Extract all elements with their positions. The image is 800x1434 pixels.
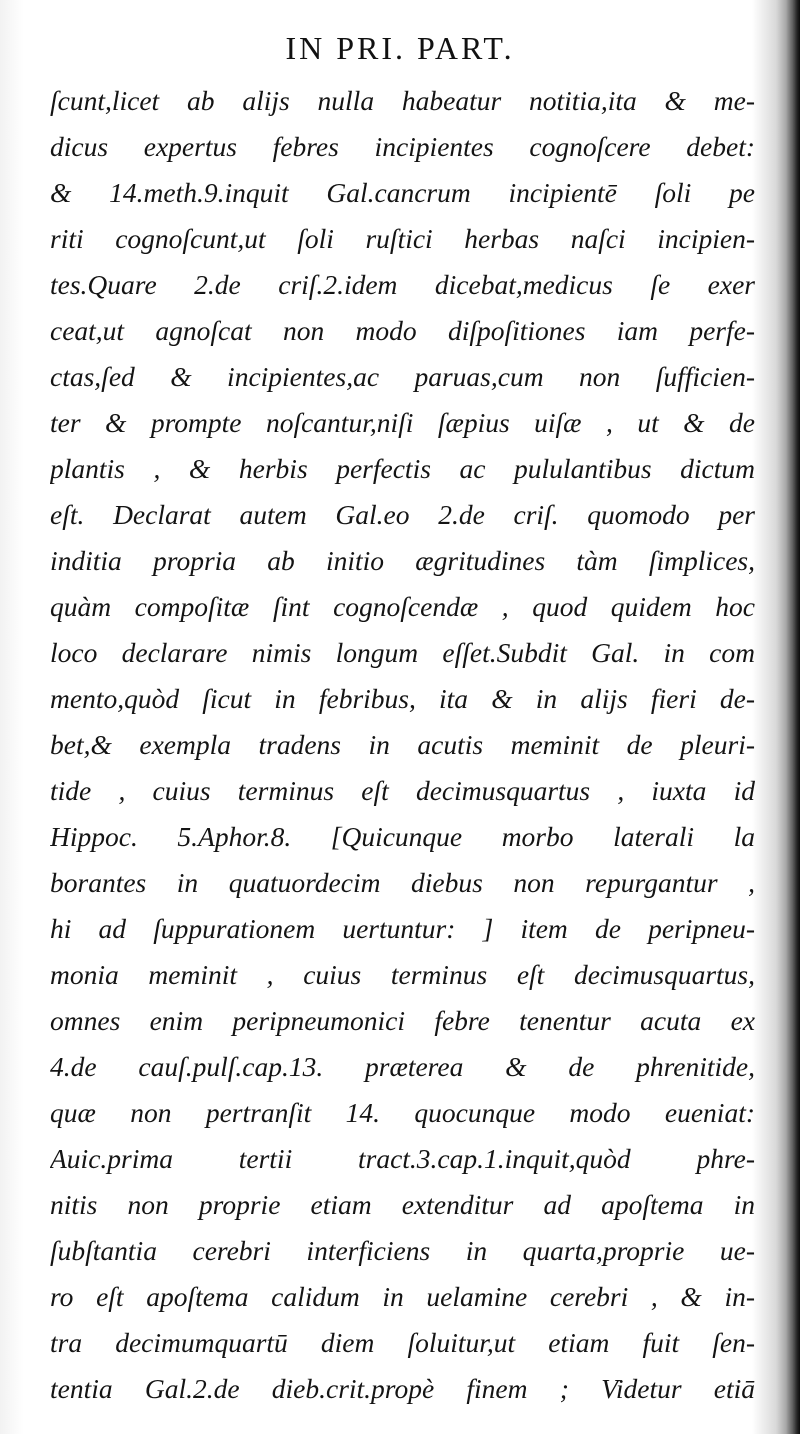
- text-block: [50, 78, 755, 1412]
- text-line: & 14.meth.9.inquit Gal.cancrum incipientē ſoli pe: [50, 177, 755, 208]
- text-line: tes.Quare 2.de criſ.2.idem dicebat,medicus ſe exer: [50, 269, 755, 300]
- text-line: ceat,ut agnoſcat non modo diſpoſitiones iam perfe-: [50, 315, 755, 346]
- text-line: quàm compoſitæ ſint cognoſcendæ , quod quidem hoc: [50, 591, 755, 622]
- text-line: Hippoc. 5.Aphor.8. [Quicunque morbo laterali la: [50, 821, 755, 852]
- text-line: tra decimumquartū diem ſoluitur,ut etiam fuit ſen-: [50, 1327, 755, 1358]
- text-line: inditia propria ab initio ægritudines tàm ſimplices,: [50, 545, 755, 576]
- text-line: ctas,ſed & incipientes,ac paruas,cum non ſufficien-: [50, 361, 755, 392]
- text-line: quæ non pertranſit 14. quocunque modo eueniat:: [50, 1097, 755, 1128]
- text-line: hi ad ſuppurationem uertuntur: ] item de peripneu-: [50, 913, 755, 944]
- text-line: ro eſt apoſtema calidum in uelamine cerebri , & in-: [50, 1281, 755, 1312]
- text-line: ter & prompte noſcantur,niſi ſæpius uiſæ , ut & de: [50, 407, 755, 438]
- text-line: ſcunt,licet ab alijs nulla habeatur notitia,ita & me-: [50, 85, 755, 116]
- text-line: tentia Gal.2.de dieb.crit.propè finem ; Videtur etiā: [50, 1373, 755, 1404]
- running-head: IN PRI. PART.: [285, 30, 515, 66]
- text-line: monia meminit , cuius terminus eſt decimusquartus,: [50, 959, 755, 990]
- text-line: riti cognoſcunt,ut ſoli ruſtici herbas naſci incipien-: [50, 223, 755, 254]
- text-line: Auic.prima tertii tract.3.cap.1.inquit,quòd phre-: [50, 1143, 755, 1174]
- text-line: mento,quòd ſicut in febribus, ita & in alijs fieri de-: [50, 683, 755, 714]
- text-line: tide , cuius terminus eſt decimusquartus , iuxta id: [50, 775, 755, 806]
- text-line: omnes enim peripneumonici febre tenentur acuta ex: [50, 1005, 755, 1036]
- text-line: borantes in quatuordecim diebus non repurgantur ,: [50, 867, 755, 898]
- page-edge-shadow: [786, 0, 800, 1434]
- text-line: eſt. Declarat autem Gal.eo 2.de criſ. quomodo per: [50, 499, 755, 530]
- text-line: bet,& exempla tradens in acutis meminit de pleuri-: [50, 729, 755, 760]
- text-line: 4.de cauſ.pulſ.cap.13. præterea & de phrenitide,: [50, 1051, 755, 1082]
- text-line: plantis , & herbis perfectis ac pululantibus dictum: [50, 453, 755, 484]
- text-line: ſubſtantia cerebri interficiens in quarta,proprie ue-: [50, 1235, 755, 1266]
- text-line: nitis non proprie etiam extenditur ad apoſtema in: [50, 1189, 755, 1220]
- text-line: dicus expertus febres incipientes cognoſcere debet:: [50, 131, 755, 162]
- text-line: loco declarare nimis longum eſſet.Subdit Gal. in com: [50, 637, 755, 668]
